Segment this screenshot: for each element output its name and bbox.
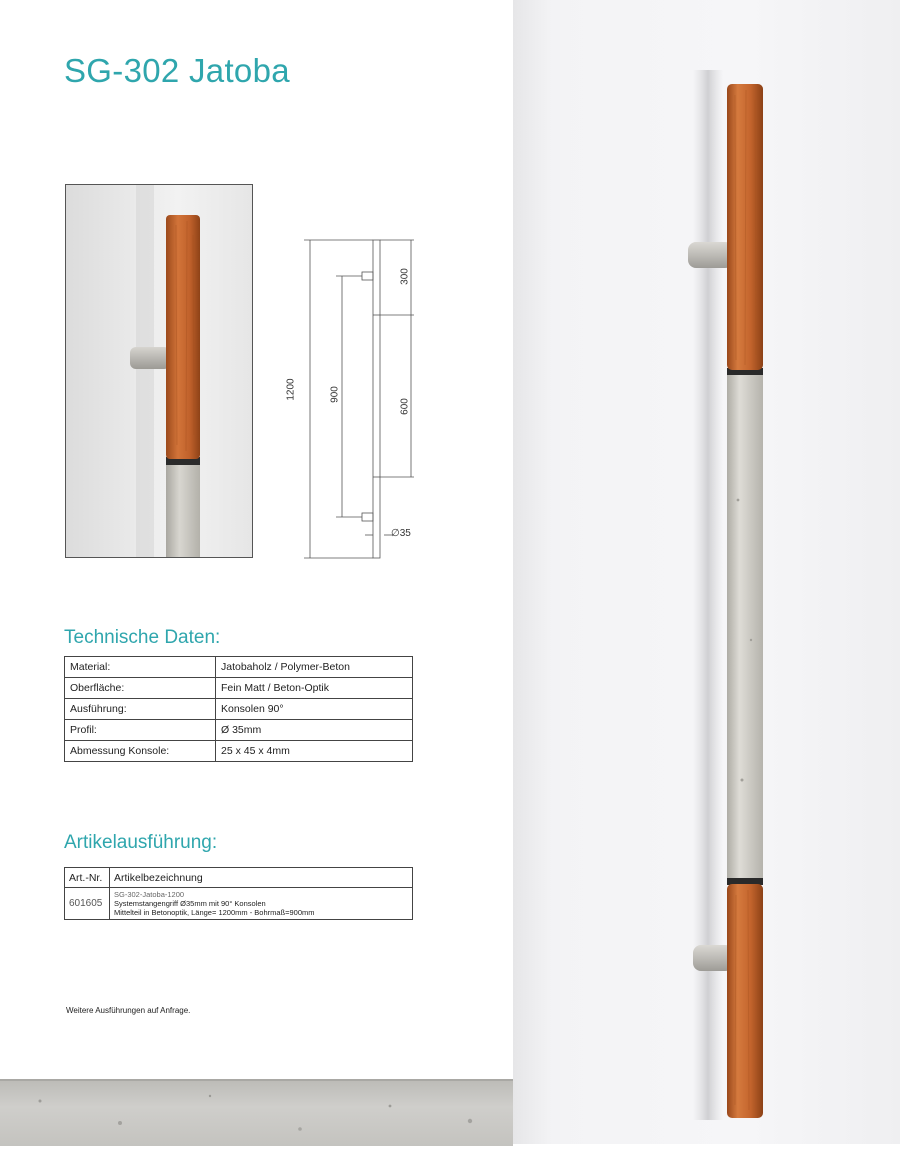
product-title: SG-302 Jatoba bbox=[64, 52, 290, 89]
col-header-desc: Artikelbezeichnung bbox=[110, 868, 413, 888]
spec-value: Konsolen 90° bbox=[216, 699, 413, 720]
dim-900: 900 bbox=[329, 386, 341, 403]
article-code: SG-302-Jatoba-1200 bbox=[114, 890, 185, 899]
table-row bbox=[65, 657, 413, 678]
dim-1200: 1200 bbox=[285, 378, 297, 401]
table-header-row bbox=[65, 868, 413, 888]
spec-label: Material: bbox=[65, 657, 216, 678]
product-photo-panel bbox=[513, 0, 900, 1144]
article-desc-line-2: Mittelteil in Betonoptik, Länge= 1200mm - Bohrmaß=900mm bbox=[114, 908, 315, 917]
article-table bbox=[64, 867, 413, 920]
dim-600: 600 bbox=[399, 398, 411, 415]
detail-photo bbox=[65, 184, 253, 558]
spec-value: Ø 35mm bbox=[216, 720, 413, 741]
tech-data-heading: Technische Daten: bbox=[64, 627, 221, 648]
table-row bbox=[65, 888, 413, 920]
table-row bbox=[65, 741, 413, 762]
spec-value: Fein Matt / Beton-Optik bbox=[216, 678, 413, 699]
handle-detail-image bbox=[66, 185, 252, 557]
table-row bbox=[65, 720, 413, 741]
spec-label: Abmessung Konsole: bbox=[65, 741, 216, 762]
dim-300: 300 bbox=[399, 268, 411, 285]
tech-data-table bbox=[64, 656, 413, 762]
concrete-strip bbox=[0, 1079, 513, 1146]
footnote: Weitere Ausführungen auf Anfrage. bbox=[66, 1006, 191, 1015]
table-row bbox=[65, 699, 413, 720]
spec-value: 25 x 45 x 4mm bbox=[216, 741, 413, 762]
spec-label: Ausführung: bbox=[65, 699, 216, 720]
handle-product-image bbox=[513, 0, 900, 1144]
spec-value: Jatobaholz / Polymer-Beton bbox=[216, 657, 413, 678]
table-row bbox=[65, 678, 413, 699]
article-heading: Artikelausführung: bbox=[64, 832, 218, 853]
spec-label: Oberfläche: bbox=[65, 678, 216, 699]
dimension-drawing bbox=[280, 225, 440, 565]
col-header-nr: Art.-Nr. bbox=[65, 868, 110, 888]
dim-diameter: ∅35 bbox=[391, 528, 411, 539]
article-desc-line-1: Systemstangengriff Ø35mm mit 90° Konsolen bbox=[114, 899, 266, 908]
spec-label: Profil: bbox=[65, 720, 216, 741]
article-description bbox=[110, 888, 413, 920]
article-number: 601605 bbox=[65, 888, 110, 920]
